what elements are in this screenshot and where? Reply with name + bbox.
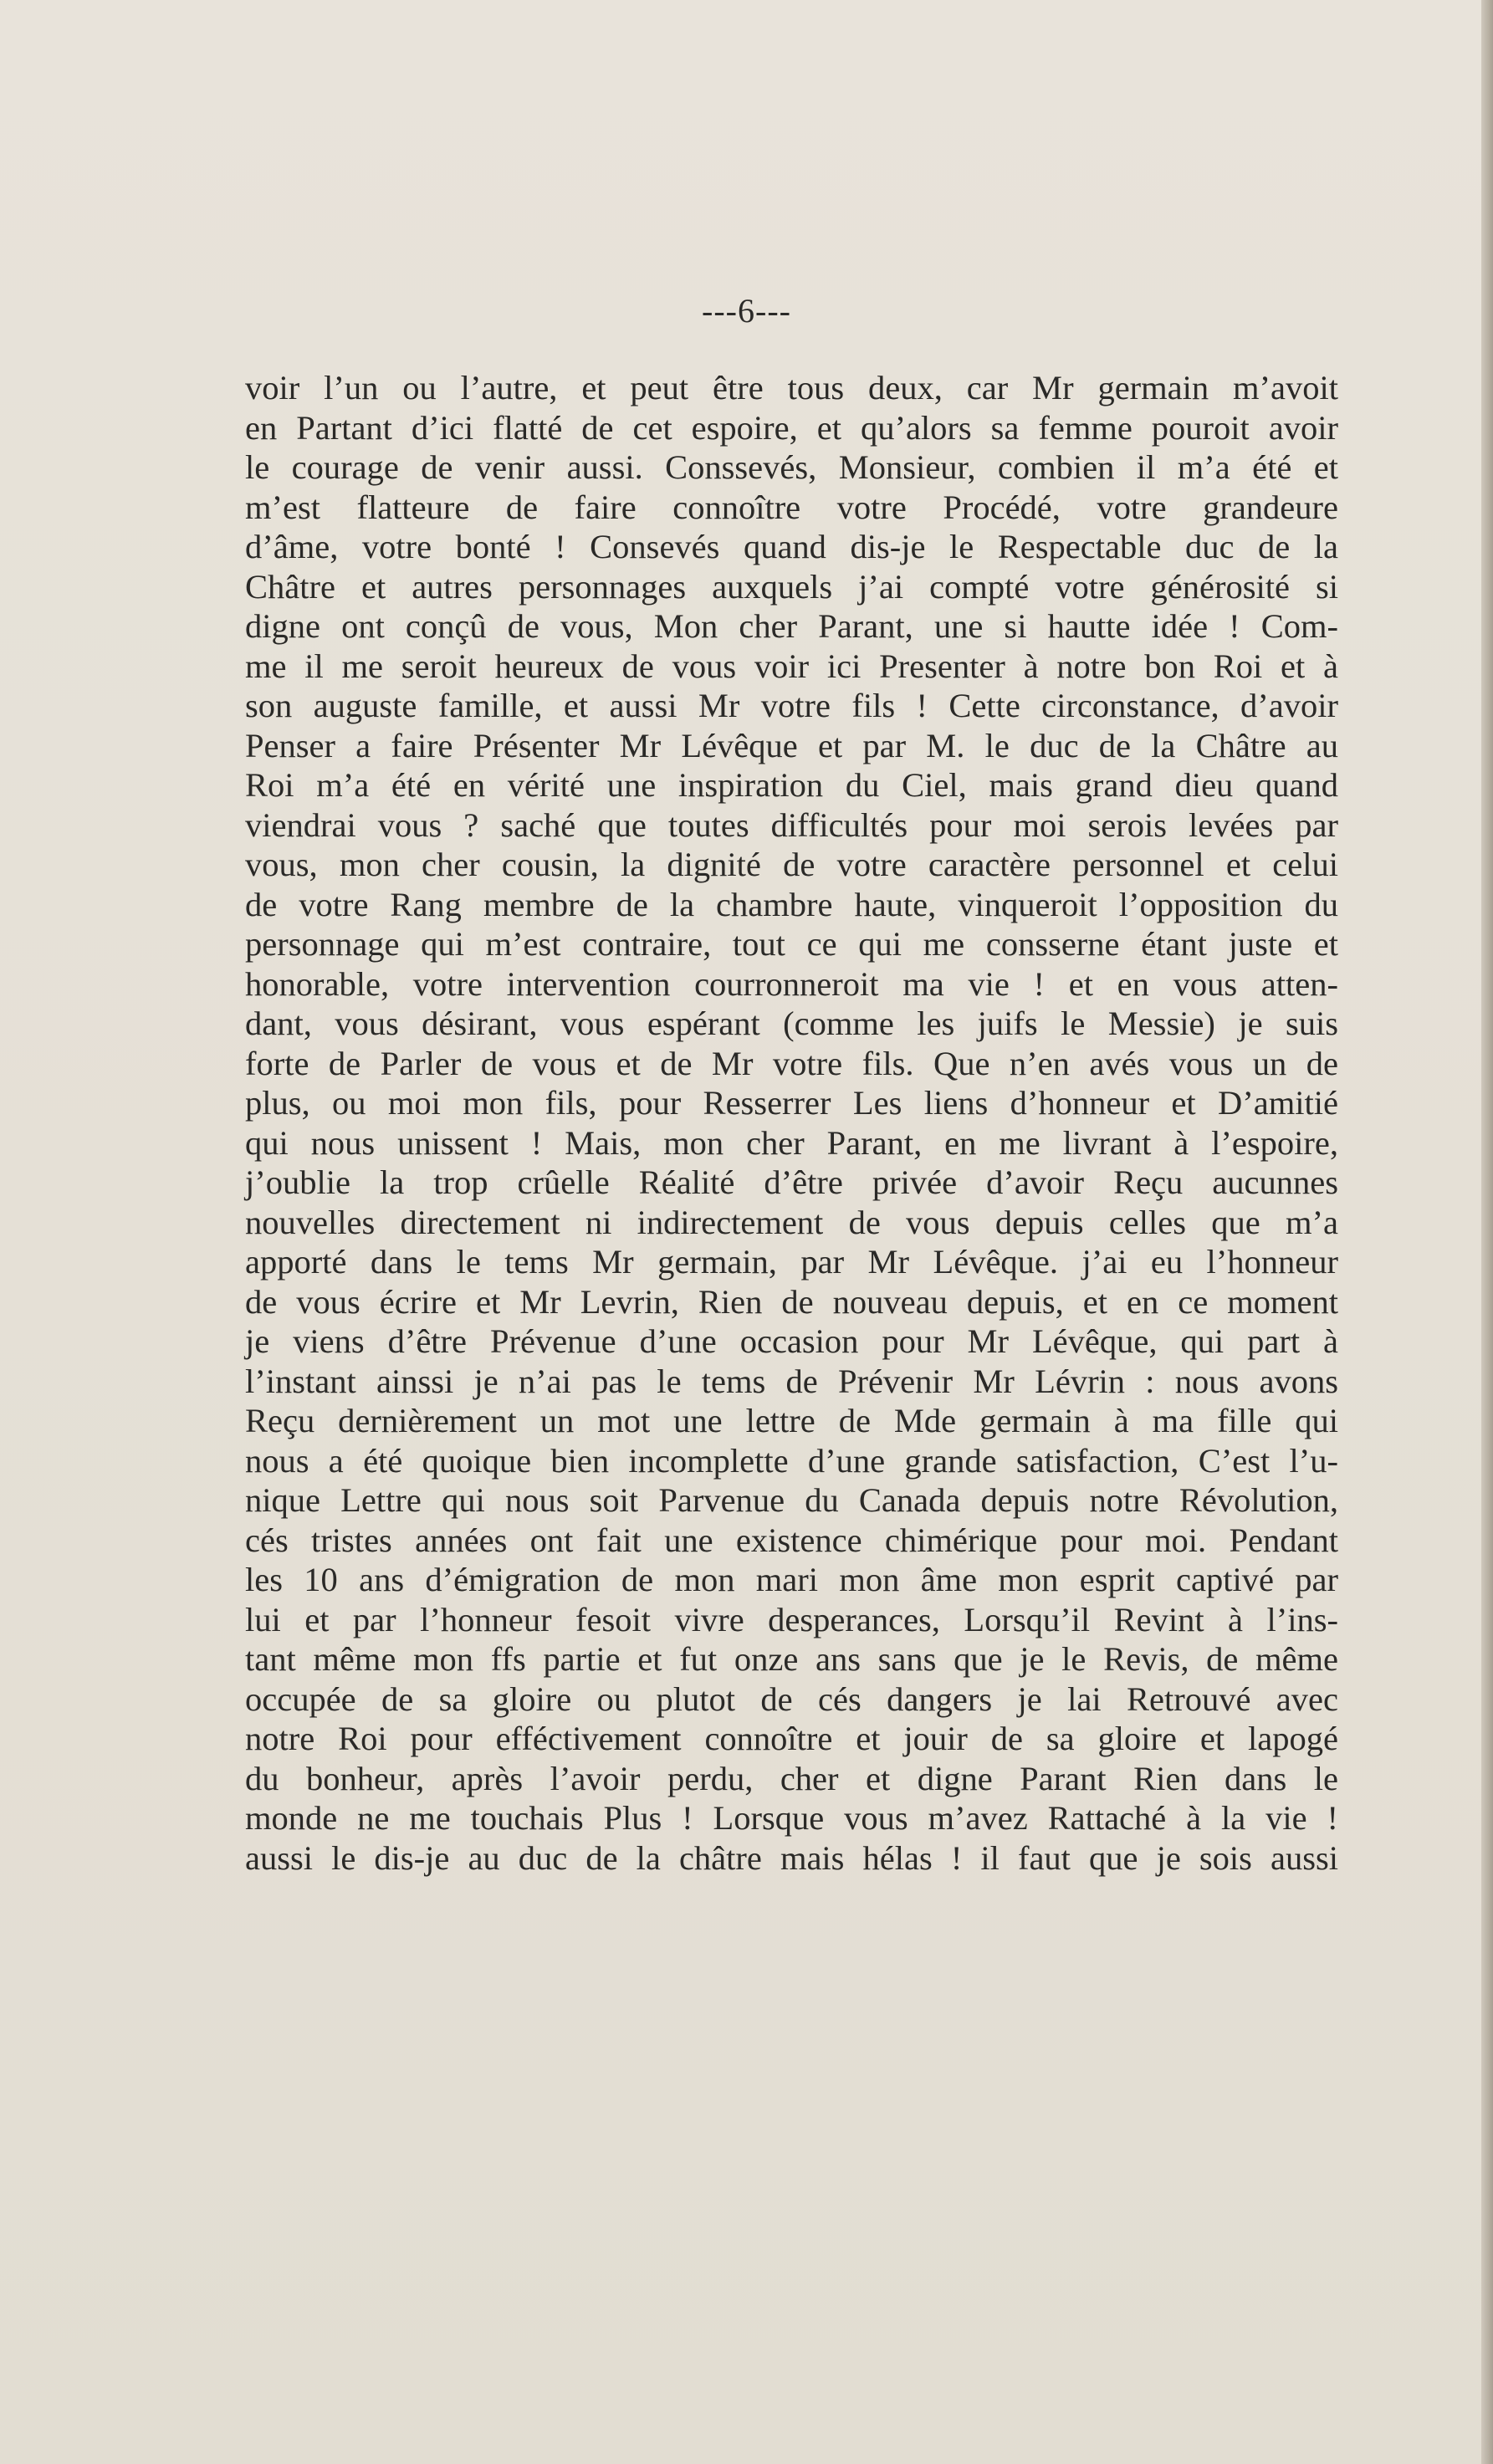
text-line: Reçu dernièrement un mot une lettre de Mde germain à ma fille qui (245, 1402, 1338, 1439)
text-line: me il me seroit heureux de vous voir ici Presenter à notre bon Roi et à (245, 647, 1338, 685)
text-line: je viens d’être Prévenue d’une occasion pour Mr Lévêque, qui part à (245, 1322, 1338, 1360)
text-line: Roi m’a été en vérité une inspiration du Ciel, mais grand dieu quand (245, 766, 1338, 804)
text-line: plus, ou moi mon fils, pour Resserrer Les liens d’honneur et D’amitié (245, 1084, 1338, 1122)
text-line: qui nous unissent ! Mais, mon cher Parant, en me livrant à l’espoire, (245, 1123, 1338, 1162)
letter-body (245, 368, 1338, 1878)
text-line: l’instant ainssi je n’ai pas le tems de Prévenir Mr Lévrin : nous avons (245, 1362, 1338, 1400)
text-line: le courage de venir aussi. Conssevés, Monsieur, combien il m’a été et (245, 448, 1338, 486)
page-number: ---6--- (702, 292, 791, 330)
text-line: Penser a faire Présenter Mr Lévêque et par M. le duc de la Châtre au (245, 726, 1338, 764)
text-line: forte de Parler de vous et de Mr votre fils. Que n’en avés vous un de (245, 1044, 1338, 1082)
text-line: du bonheur, après l’avoir perdu, cher et digne Parant Rien dans le (245, 1759, 1338, 1797)
text-line: notre Roi pour efféctivement connoître et jouir de sa gloire et lapogé (245, 1720, 1338, 1757)
text-line: de vous écrire et Mr Levrin, Rien de nouveau depuis, et en ce moment (245, 1282, 1338, 1321)
text-line: cés tristes années ont fait une existence chimérique pour moi. Pendant (245, 1521, 1338, 1559)
text-line: son auguste famille, et aussi Mr votre fils ! Cette circonstance, d’avoir (245, 687, 1338, 724)
text-line: tant même mon ffs partie et fut onze ans sans que je le Revis, de même (245, 1640, 1338, 1678)
text-line: voir l’un ou l’autre, et peut être tous deux, car Mr germain m’avoit (245, 369, 1338, 406)
text-line: m’est flatteure de faire connoître votre Procédé, votre grandeure (245, 488, 1338, 526)
text-line: viendrai vous ? saché que toutes difficultés pour moi serois levées par (245, 805, 1338, 844)
text-line: d’âme, votre bonté ! Consevés quand dis-je le Respectable duc de la (245, 528, 1338, 565)
text-line: honorable, votre intervention courronneroit ma vie ! et en vous atten- (245, 964, 1338, 1003)
text-line: nique Lettre qui nous soit Parvenue du Canada depuis notre Révolution, (245, 1481, 1338, 1519)
text-line: en Partant d’ici flatté de cet espoire, et qu’alors sa femme pouroit avoir (245, 408, 1338, 447)
text-line: lui et par l’honneur fesoit vivre desperances, Lorsqu’il Revint à l’ins- (245, 1600, 1338, 1638)
text-line: j’oublie la trop crûelle Réalité d’être privée d’avoir Reçu aucunnes (245, 1163, 1338, 1201)
text-line: dant, vous désirant, vous espérant (comme les juifs le Messie) je suis (245, 1005, 1338, 1042)
text-line: aussi le dis-je au duc de la châtre mais hélas ! il faut que je sois aussi (245, 1838, 1338, 1877)
text-line: de votre Rang membre de la chambre haute, vinqueroit l’opposition du (245, 885, 1338, 923)
text-line: digne ont conçû de vous, Mon cher Parant, une si hautte idée ! Com- (245, 607, 1338, 645)
text-line: Châtre et autres personnages auxquels j’ai compté votre générosité si (245, 567, 1338, 606)
text-line: monde ne me touchais Plus ! Lorsque vous m’avez Rattaché à la vie ! (245, 1799, 1338, 1837)
page-edge (1481, 0, 1493, 2464)
text-line: apporté dans le tems Mr germain, par Mr Lévêque. j’ai eu l’honneur (245, 1243, 1338, 1281)
text-line: vous, mon cher cousin, la dignité de votre caractère personnel et celui (245, 846, 1338, 883)
text-line: nous a été quoique bien incomplette d’une grande satisfaction, C’est l’u- (245, 1441, 1338, 1480)
text-line: occupée de sa gloire ou plutot de cés dangers je lai Retrouvé avec (245, 1679, 1338, 1718)
text-line: les 10 ans d’émigration de mon mari mon âme mon esprit captivé par (245, 1561, 1338, 1598)
text-line: personnage qui m’est contraire, tout ce qui me consserne étant juste et (245, 925, 1338, 963)
text-line: nouvelles directement ni indirectement de vous depuis celles que m’a (245, 1203, 1338, 1241)
